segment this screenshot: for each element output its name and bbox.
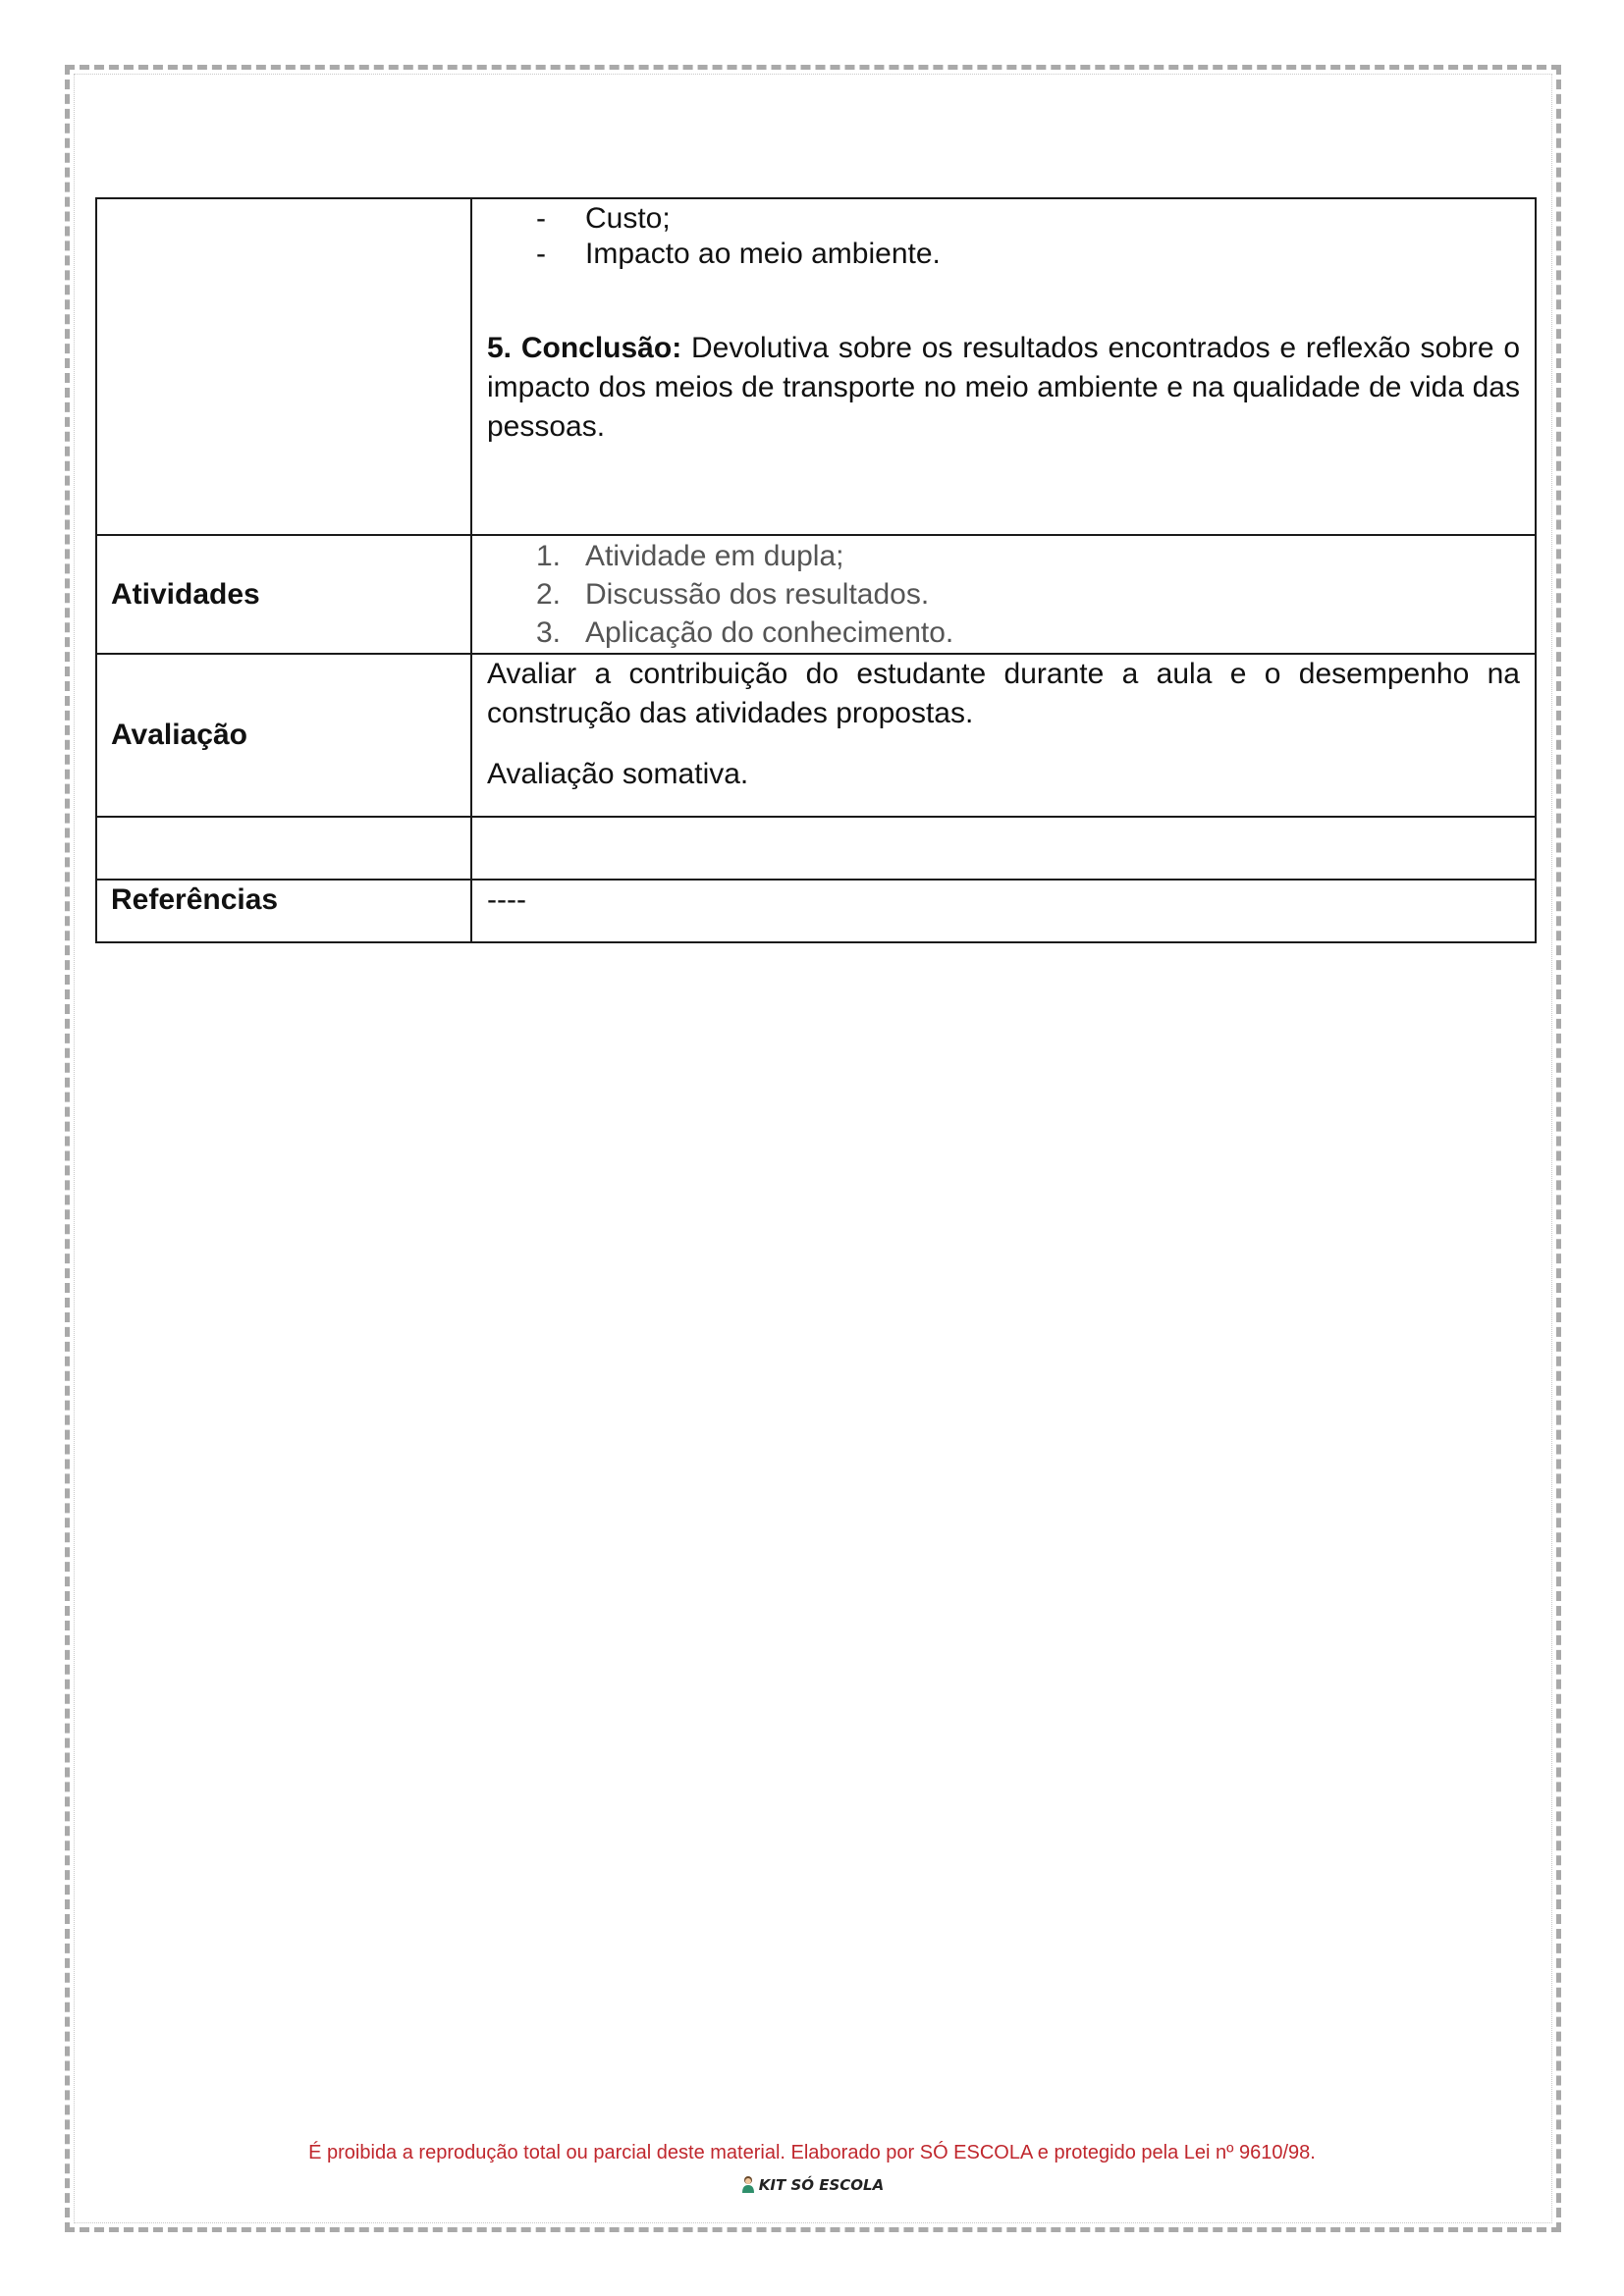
table-row-referencias — [96, 880, 1536, 942]
avaliacao-paragraph: Avaliar a contribuição do estudante durante a aula e o desempenho na construção das atividades propostas. — [487, 658, 1520, 729]
referencias-value: ---- — [471, 880, 1536, 942]
list-item-text: Aplicação do conhecimento. — [585, 616, 954, 649]
list-number: 3. — [536, 616, 562, 649]
atividades-label: Atividades — [96, 535, 471, 654]
list-item — [487, 537, 1520, 575]
brand-logo — [0, 2175, 1624, 2194]
bullet-marker: - — [536, 202, 546, 235]
conclusion-paragraph — [487, 329, 1520, 447]
table-row-empty — [96, 817, 1536, 880]
continuation-cell — [471, 198, 1536, 535]
atividades-cell — [471, 535, 1536, 654]
list-number: 2. — [536, 578, 562, 611]
copyright-notice: É proibida a reprodução total ou parcial deste material. Elaborado por SÓ ESCOLA e protegido pela Lei nº 9610/98. — [308, 2142, 1316, 2163]
criteria-list — [487, 201, 1520, 272]
list-item — [487, 201, 1520, 237]
table-row-atividades — [96, 535, 1536, 654]
list-item-text: Custo; — [585, 202, 671, 235]
logo-text: KIT SÓ ESCOLA — [758, 2176, 885, 2194]
list-item-text: Atividade em dupla; — [585, 540, 844, 572]
list-item — [487, 614, 1520, 652]
table-row-continuation — [96, 198, 1536, 535]
avaliacao-label: Avaliação — [96, 654, 471, 817]
lesson-plan-table — [95, 197, 1537, 943]
table-row-avaliacao — [96, 654, 1536, 817]
bullet-marker: - — [536, 238, 546, 270]
list-item-text: Impacto ao meio ambiente. — [585, 238, 941, 270]
avaliacao-cell — [471, 654, 1536, 817]
list-number: 1. — [536, 540, 562, 572]
conclusion-heading: 5. Conclusão: — [487, 332, 682, 364]
empty-content-cell — [471, 817, 1536, 880]
conclusion-text: Devolutiva sobre os resultados encontrados e reflexão sobre o impacto dos meios de transporte no meio ambiente e na qualidade de vida das pessoas. — [487, 332, 1521, 443]
list-item — [487, 575, 1520, 614]
referencias-label: Referências — [96, 880, 471, 942]
activities-list — [487, 537, 1520, 652]
empty-label-cell — [96, 198, 471, 535]
list-item — [487, 237, 1520, 272]
teacher-icon — [740, 2175, 756, 2193]
avaliacao-type: Avaliação somativa. — [487, 758, 749, 790]
list-item-text: Discussão dos resultados. — [585, 578, 930, 611]
empty-label-cell — [96, 817, 471, 880]
